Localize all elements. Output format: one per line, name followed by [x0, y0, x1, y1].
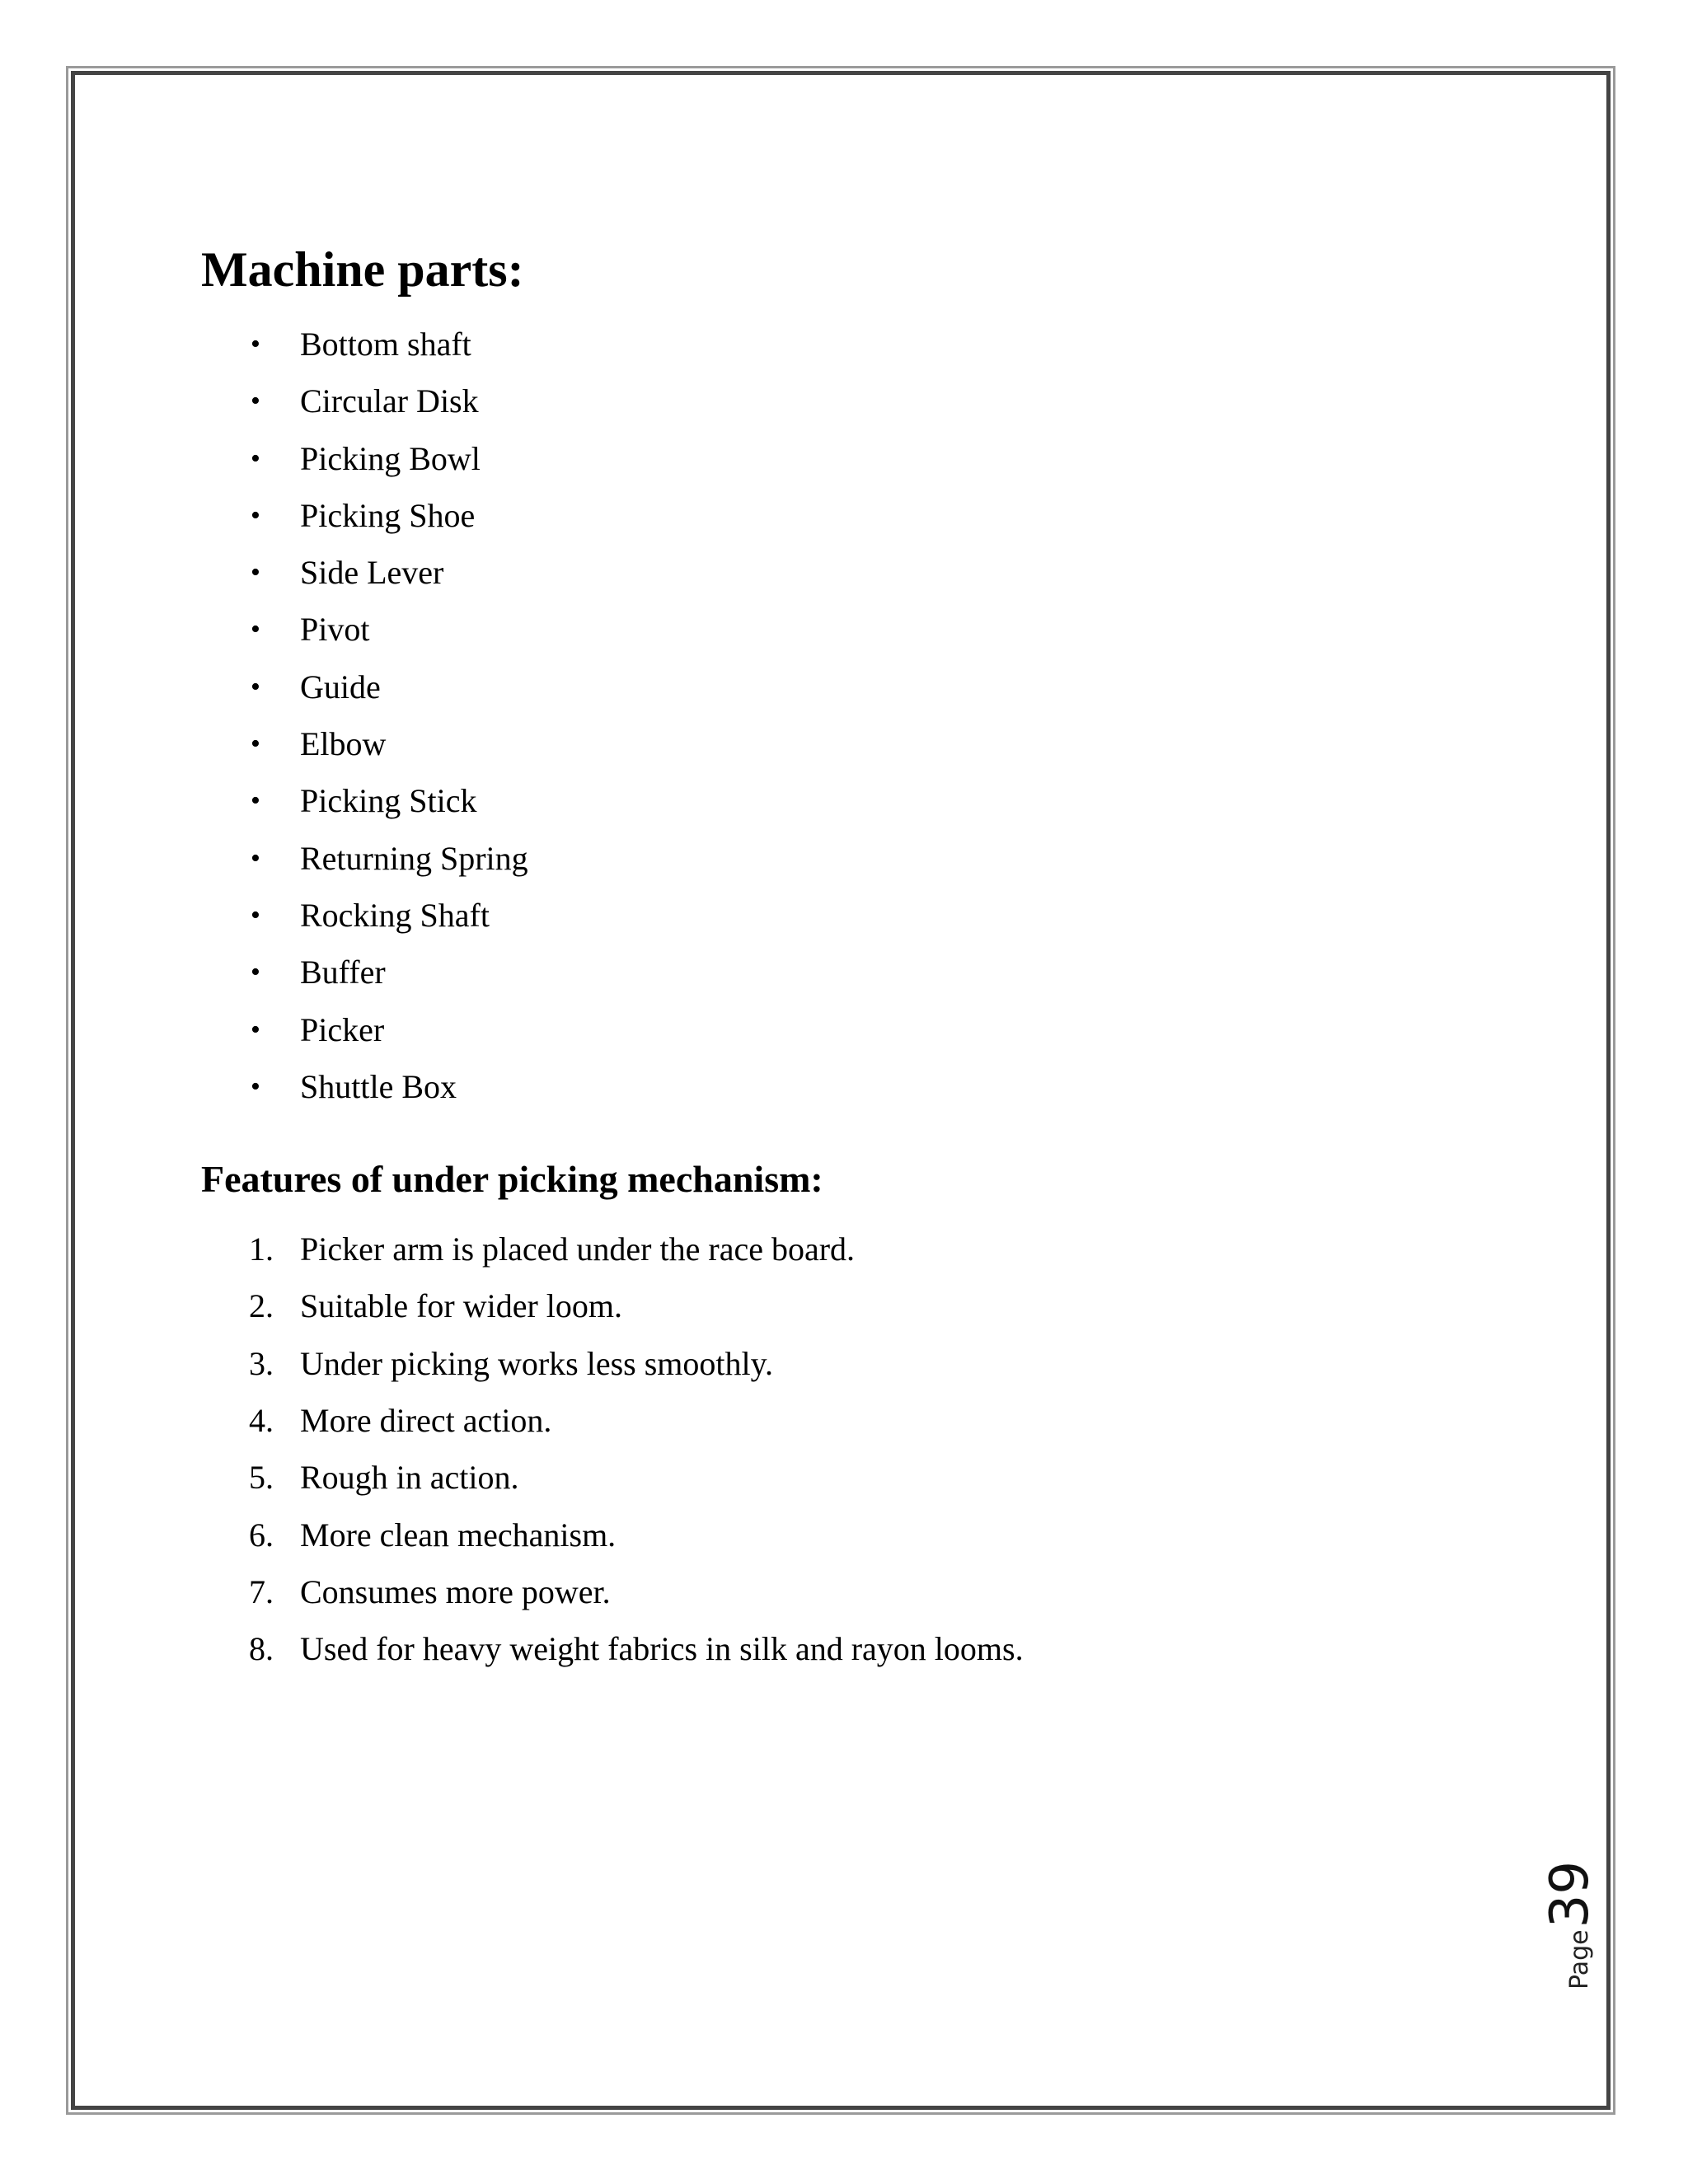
page — [71, 71, 1611, 2110]
list-item-text: Suitable for wider loom. — [300, 1287, 623, 1325]
bullet-icon: • — [251, 1014, 260, 1045]
bullet-icon: • — [251, 785, 260, 817]
list-item-text: Picker — [300, 1010, 385, 1048]
list-item — [201, 1563, 1437, 1620]
list-item-text: Guide — [300, 668, 381, 705]
list-item-text: Buffer — [300, 954, 386, 991]
list-item-text: Used for heavy weight fabrics in silk and rayon looms. — [300, 1630, 1024, 1668]
page-border — [66, 66, 1615, 2115]
list-item-text: Under picking works less smoothly. — [300, 1344, 774, 1382]
list-item — [201, 487, 1437, 544]
list-item — [201, 715, 1437, 772]
list-item-text: Consumes more power. — [300, 1572, 611, 1610]
machine-parts-heading: Machine parts: — [201, 242, 524, 297]
features-heading: Features of under picking mechanism: — [201, 1158, 823, 1201]
list-number: 8. — [249, 1630, 274, 1668]
list-number: 5. — [249, 1459, 274, 1497]
list-number: 1. — [249, 1230, 274, 1268]
list-item — [201, 430, 1437, 487]
list-item-text: Rocking Shaft — [300, 896, 490, 934]
list-item — [201, 601, 1437, 658]
list-item — [201, 373, 1437, 429]
bullet-icon: • — [251, 729, 260, 760]
list-item — [201, 830, 1437, 887]
bullet-icon: • — [251, 614, 260, 645]
list-number: 6. — [249, 1516, 274, 1554]
list-item-text: Picking Shoe — [300, 496, 476, 534]
bullet-icon: • — [251, 386, 260, 417]
bullet-icon: • — [251, 899, 260, 930]
list-item — [201, 1058, 1437, 1115]
bullet-icon: • — [251, 957, 260, 988]
bullet-icon: • — [251, 842, 260, 874]
list-item — [201, 1392, 1437, 1449]
list-item — [201, 887, 1437, 944]
list-item-text: Elbow — [300, 725, 387, 763]
machine-parts-list — [201, 316, 1437, 1115]
list-item — [201, 1001, 1437, 1058]
bullet-icon: • — [251, 1071, 260, 1102]
list-item-text: Circular Disk — [300, 382, 479, 420]
list-number: 2. — [249, 1287, 274, 1325]
bullet-icon: • — [251, 329, 260, 359]
page-number-label: Page — [1565, 1929, 1594, 1990]
list-item — [201, 1335, 1437, 1392]
list-item — [201, 1449, 1437, 1506]
list-item — [201, 1277, 1437, 1334]
list-item-text: More clean mechanism. — [300, 1516, 617, 1554]
page-number-rotated — [1540, 1861, 1601, 1990]
page-number — [1537, 1855, 1603, 1995]
bullet-icon: • — [251, 671, 260, 702]
list-item — [201, 544, 1437, 601]
bullet-icon: • — [251, 499, 260, 531]
list-item — [201, 1620, 1437, 1677]
list-number: 3. — [249, 1344, 274, 1382]
list-item-text: Picking Stick — [300, 782, 477, 820]
list-item-text: Shuttle Box — [300, 1067, 457, 1105]
page-number-value: 39 — [1540, 1860, 1601, 1929]
list-item — [201, 316, 1437, 373]
page-content — [201, 240, 1437, 1678]
list-item-text: Picker arm is placed under the race board. — [300, 1230, 856, 1268]
list-item-text: Returning Spring — [300, 839, 528, 877]
list-item-text: Rough in action. — [300, 1459, 519, 1497]
bullet-icon: • — [251, 557, 260, 588]
list-number: 4. — [249, 1402, 274, 1440]
list-item-text: Picking Bowl — [300, 439, 481, 477]
list-item — [201, 772, 1437, 829]
list-item-text: More direct action. — [300, 1402, 552, 1440]
list-item-text: Side Lever — [300, 554, 444, 592]
list-item — [201, 1221, 1437, 1277]
list-item — [201, 1507, 1437, 1563]
list-item-text: Bottom shaft — [300, 326, 471, 363]
list-item-text: Pivot — [300, 611, 370, 649]
list-number: 7. — [249, 1572, 274, 1610]
features-list — [201, 1221, 1437, 1677]
list-item — [201, 944, 1437, 1001]
bullet-icon: • — [251, 443, 260, 474]
list-item — [201, 658, 1437, 715]
